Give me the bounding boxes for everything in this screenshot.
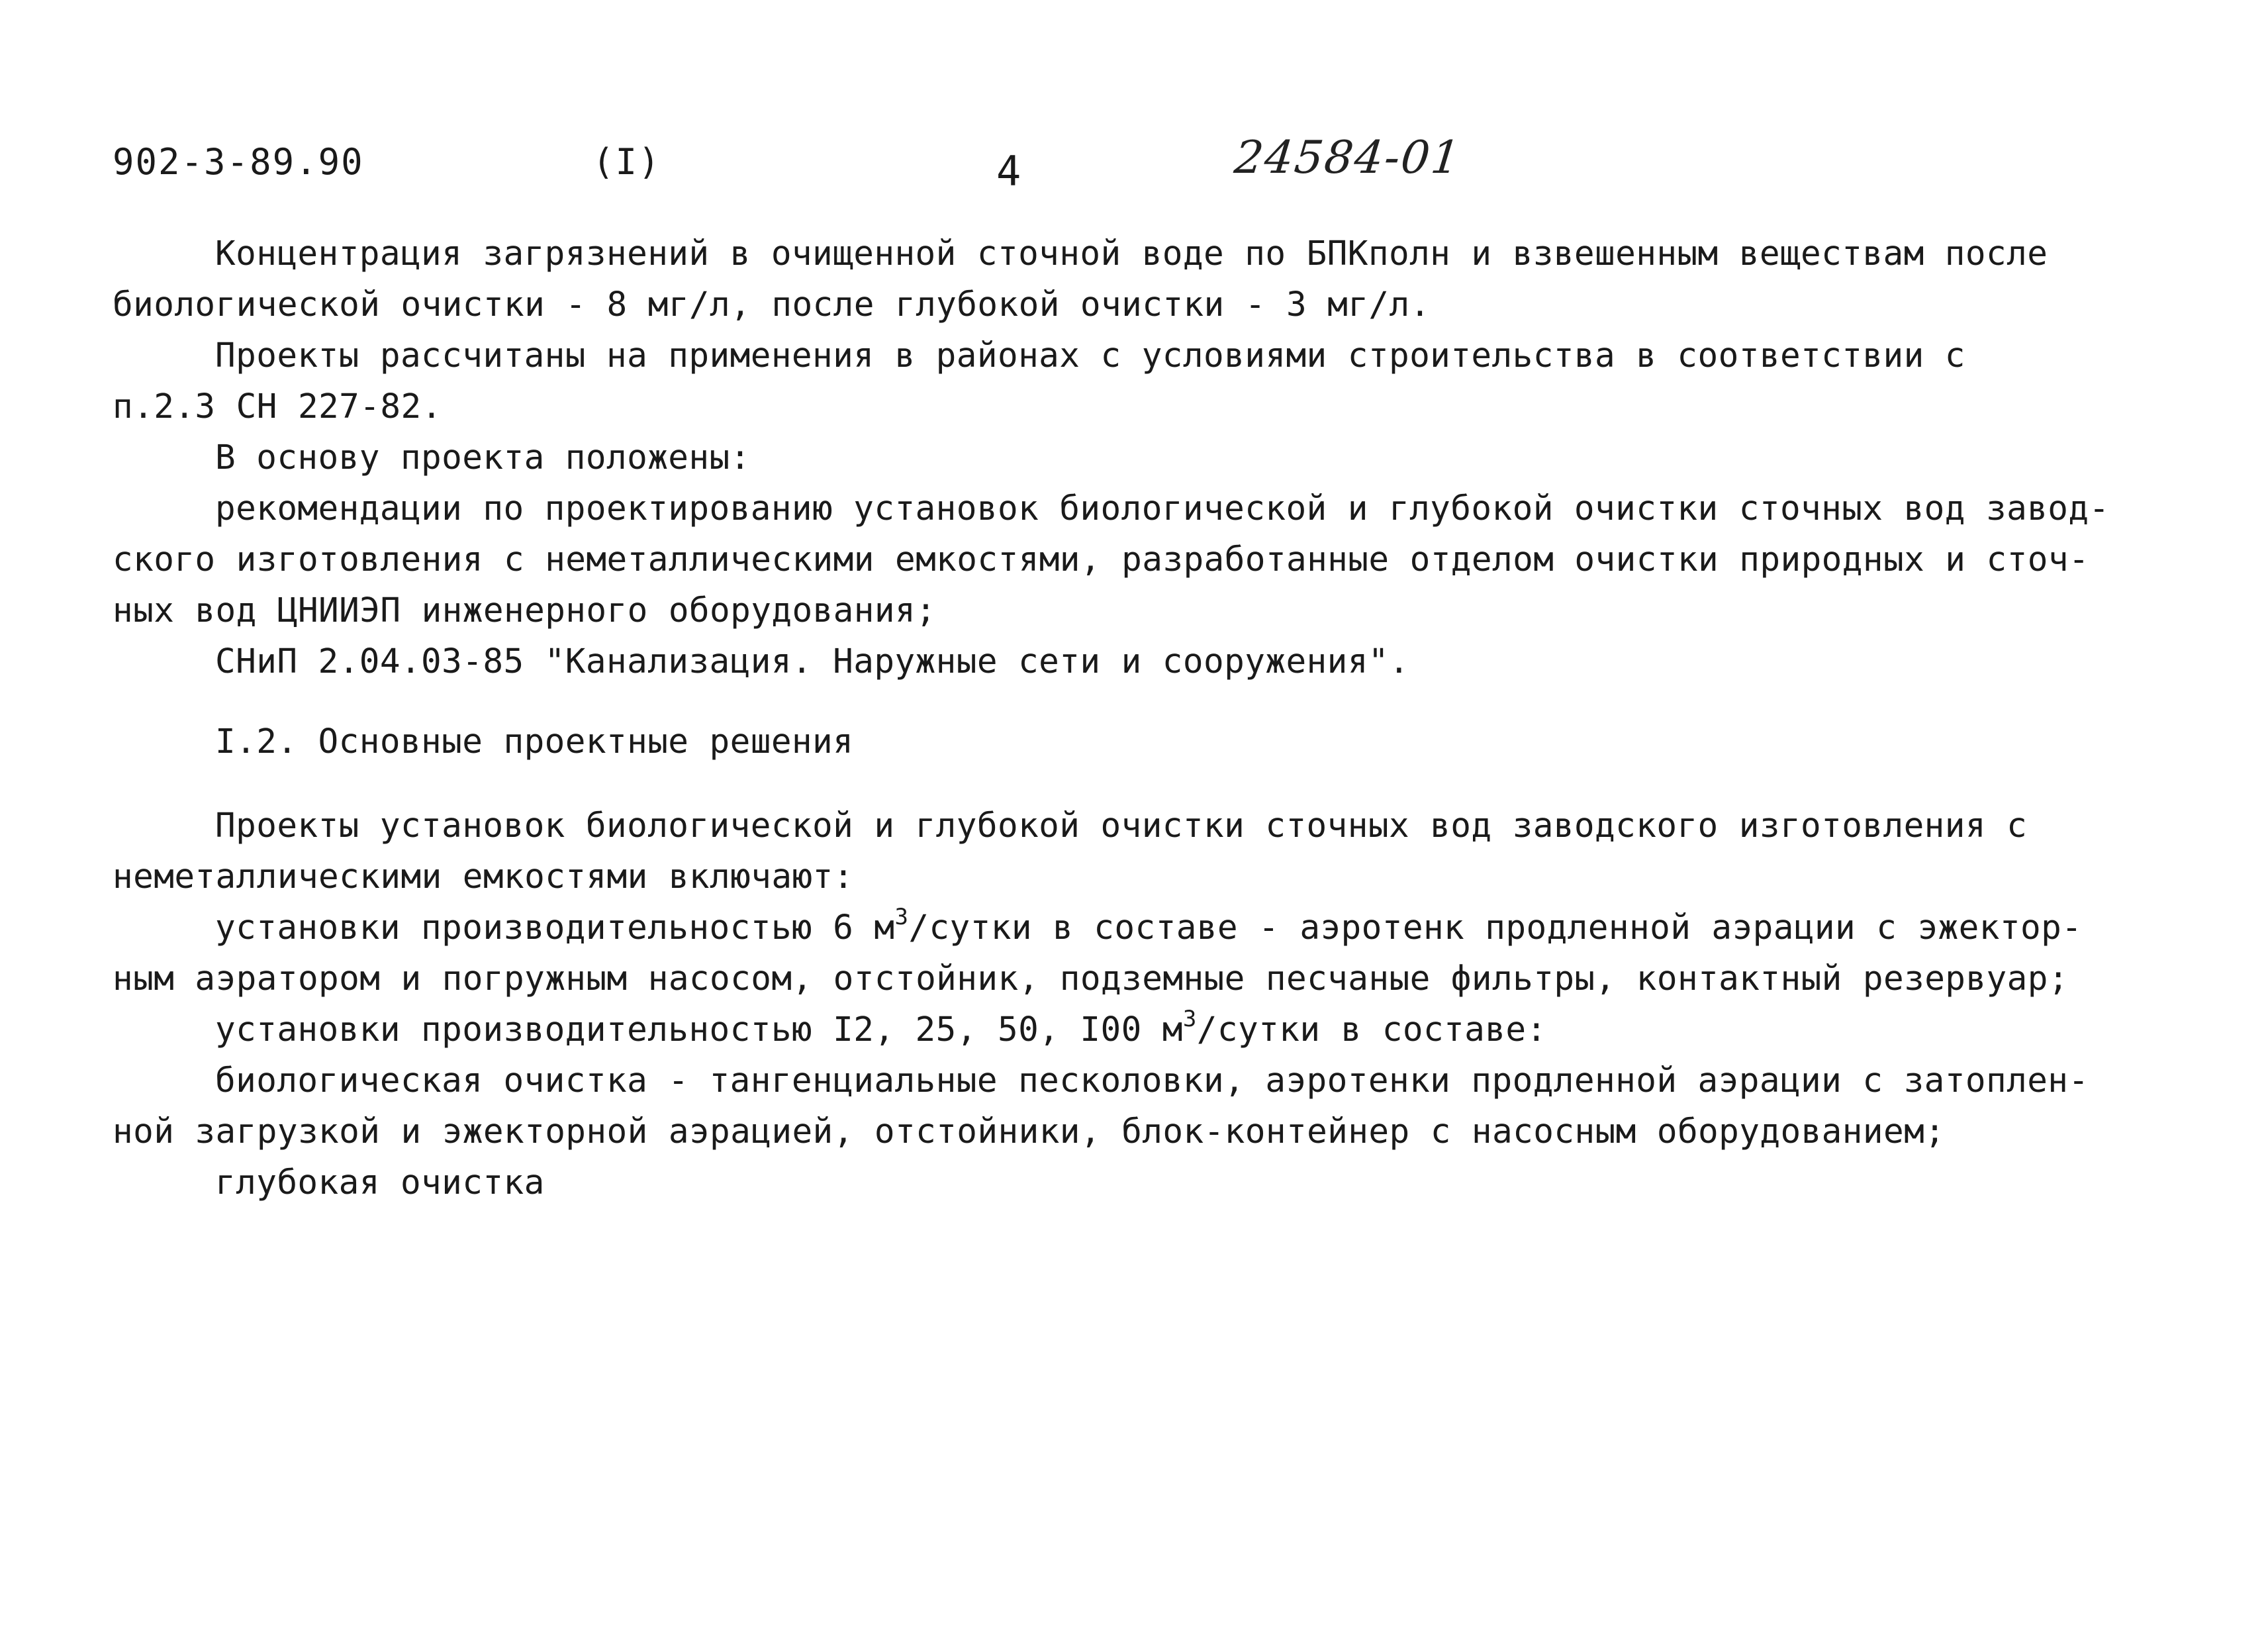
document-code: 902-3-89.90	[113, 141, 364, 183]
paragraph-line: ных вод ЦНИИЭП инженерного оборудования;	[113, 591, 937, 630]
superscript: 3	[894, 904, 909, 930]
paragraph-line	[113, 902, 2125, 953]
superscript: 3	[1182, 1006, 1197, 1032]
text-run: установки производительностью I2, 25, 50, I00 м	[215, 1010, 1183, 1049]
section-heading: I.2. Основные проектные решения	[215, 722, 854, 761]
handwritten-inventory-number: 24584-01	[1231, 132, 1464, 184]
paragraph-line: СНиП 2.04.03-85 "Канализация. Наружные сети и сооружения".	[215, 642, 1410, 681]
paragraph-line: Проекты установок биологической и глубокой очистки сточных вод заводского изготовления с	[215, 806, 2028, 845]
paragraph-line: биологическая очистка - тангенциальные песколовки, аэротенки продленной аэрации с затоплен-	[215, 1061, 2089, 1100]
paragraph-line: Проекты рассчитаны на применения в районах с условиями строительства в соответствии с	[215, 336, 1965, 375]
text-run: /сутки в составе:	[1196, 1010, 1547, 1049]
page-number: 4	[996, 147, 1023, 195]
paragraph-line: ной загрузкой и эжекторной аэрацией, отстойники, блок-контейнер с насосным оборудованием;	[113, 1112, 1946, 1151]
text-run: /сутки в составе - аэротенк продленной аэрации с эжектор-	[908, 908, 2083, 947]
paragraph-line: В основу проекта положены:	[215, 438, 751, 477]
text-run: установки производительностью 6 м	[215, 908, 895, 947]
paragraph-line: п.2.3 СН 227-82.	[113, 387, 442, 426]
paragraph-line: рекомендации по проектированию установок биологической и глубокой очистки сточных вод завод-	[215, 489, 2110, 528]
paragraph-line: биологической очистки - 8 мг/л, после глубокой очистки - 3 мг/л.	[113, 285, 1431, 324]
paragraph-line: ным аэратором и погружным насосом, отстойник, подземные песчаные фильтры, контактный резервуар;	[113, 959, 2069, 998]
paragraph-line: неметаллическими емкостями включают:	[113, 857, 854, 896]
paragraph-line	[113, 1004, 2125, 1055]
part-number: (I)	[592, 141, 661, 183]
document-body	[113, 228, 2125, 1208]
paragraph-line: ского изготовления с неметаллическими емкостями, разработанные отделом очистки природных и сточ-	[113, 540, 2090, 579]
paragraph-line: Концентрация загрязнений в очищенной сточной воде по БПКполн и взвешенным веществам после	[215, 234, 2048, 273]
paragraph-line: глубокая очистка	[215, 1163, 545, 1202]
